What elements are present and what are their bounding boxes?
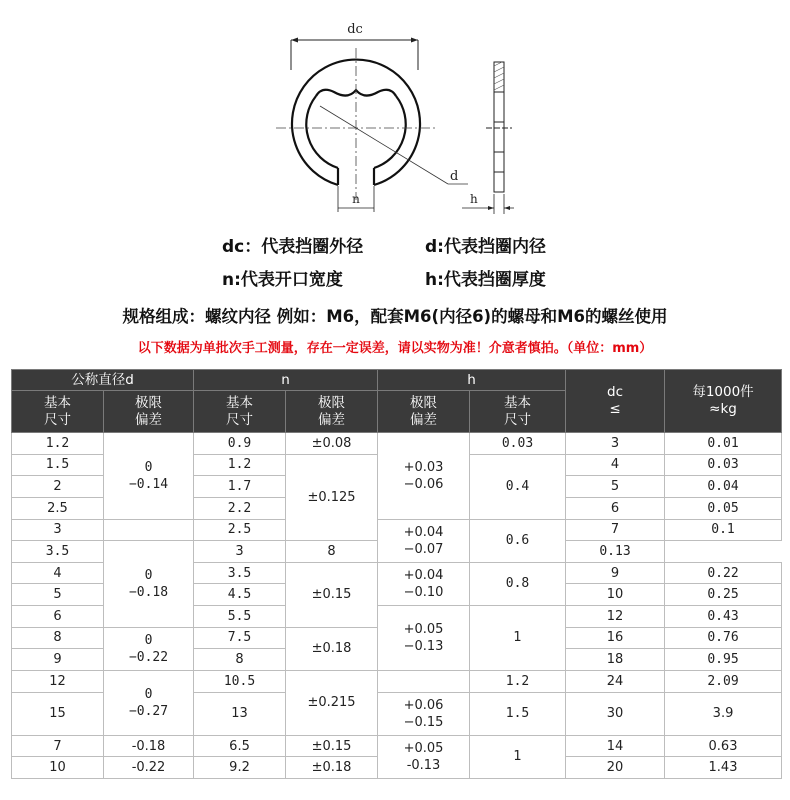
h-tol-cell: +0.06 −0.15 bbox=[378, 692, 470, 735]
header-h-tol: 极限 偏差 bbox=[378, 391, 470, 433]
dc-cell: 20 bbox=[566, 757, 665, 779]
dc-cell: 3 bbox=[566, 433, 665, 455]
weight-cell: 0.76 bbox=[665, 627, 782, 649]
dc-cell: 12 bbox=[566, 606, 665, 628]
measurement-note: 以下数据为单批次手工测量，存在一定误差，请以实物为准！介意者慎拍。（单位：mm） bbox=[137, 341, 653, 356]
d-tol-cell: -0.22 bbox=[104, 757, 194, 779]
header-weight: 每1000件 ≈kg bbox=[665, 370, 782, 433]
dc-cell: 18 bbox=[566, 649, 665, 671]
weight-cell: 0.95 bbox=[665, 649, 782, 671]
h-tol-cell: +0.04 −0.07 bbox=[378, 519, 470, 562]
d-cell: 3.5 bbox=[12, 541, 104, 563]
weight-cell: 0.01 bbox=[665, 433, 782, 455]
dc-dim-label: dc bbox=[347, 22, 363, 37]
h-tol-cell: +0.04 −0.10 bbox=[378, 562, 470, 605]
weight-cell: 0.13 bbox=[566, 541, 665, 563]
header-d-base: 基本 尺寸 bbox=[12, 391, 104, 433]
header-dc: dc ≤ bbox=[566, 370, 665, 433]
n-cell: 2.5 bbox=[194, 519, 286, 541]
legend-d: d:代表挡圈内径 bbox=[425, 237, 546, 257]
table-row bbox=[12, 670, 782, 692]
dc-cell: 7 bbox=[566, 519, 665, 541]
n-cell: 5.5 bbox=[194, 606, 286, 628]
weight-cell: 1.43 bbox=[665, 757, 782, 779]
d-cell: 2.5 bbox=[12, 497, 104, 519]
d-dim-label: d bbox=[450, 169, 459, 184]
d-cell: 6 bbox=[12, 606, 104, 628]
d-cell: 1.2 bbox=[12, 433, 104, 455]
n-cell: 0.9 bbox=[194, 433, 286, 455]
n-cell: 3.5 bbox=[194, 562, 286, 584]
d-cell: 10 bbox=[12, 757, 104, 779]
d-tol-cell: 0 −0.22 bbox=[104, 627, 194, 670]
n-cell: 1.7 bbox=[194, 476, 286, 498]
n-cell: 9.2 bbox=[194, 757, 286, 779]
n-cell: 1.2 bbox=[194, 454, 286, 476]
weight-cell: 0.05 bbox=[665, 497, 782, 519]
h-cell: 1 bbox=[470, 606, 566, 671]
dc-cell: 14 bbox=[566, 735, 665, 757]
dc-cell: 16 bbox=[566, 627, 665, 649]
weight-cell: 0.04 bbox=[665, 476, 782, 498]
d-cell: 9 bbox=[12, 649, 104, 671]
n-dim-label: n bbox=[352, 192, 360, 206]
h-tol-cell: +0.03 −0.06 bbox=[378, 433, 470, 520]
dc-cell: 9 bbox=[566, 562, 665, 584]
dc-cell: 10 bbox=[566, 584, 665, 606]
d-tol-cell-empty bbox=[104, 519, 194, 541]
n-cell: 6.5 bbox=[194, 735, 286, 757]
h-cell: 0.4 bbox=[470, 454, 566, 519]
weight-cell: 0.1 bbox=[665, 519, 782, 541]
d-cell: 5 bbox=[12, 584, 104, 606]
weight-cell: 0.25 bbox=[665, 584, 782, 606]
weight-cell: 0.43 bbox=[665, 606, 782, 628]
weight-cell: 2.09 bbox=[665, 670, 782, 692]
h-cell: 1.2 bbox=[470, 670, 566, 692]
d-cell: 15 bbox=[12, 692, 104, 735]
d-cell: 7 bbox=[12, 735, 104, 757]
d-tol-cell: 0 −0.27 bbox=[104, 670, 194, 735]
legend-n: n:代表开口宽度 bbox=[222, 270, 343, 290]
header-h-base: 基本 尺寸 bbox=[470, 391, 566, 433]
n-tol-cell: ±0.08 bbox=[286, 433, 378, 455]
d-tol-cell: 0 −0.18 bbox=[104, 541, 194, 628]
d-cell: 3 bbox=[12, 519, 104, 541]
header-d: 公称直径d bbox=[12, 370, 194, 391]
h-cell: 0.03 bbox=[470, 433, 566, 455]
d-cell: 8 bbox=[12, 627, 104, 649]
weight-cell: 0.03 bbox=[665, 454, 782, 476]
dc-cell: 24 bbox=[566, 670, 665, 692]
weight-cell: 0.63 bbox=[665, 735, 782, 757]
spec-table bbox=[11, 369, 782, 779]
dc-cell: 4 bbox=[566, 454, 665, 476]
dc-cell: 5 bbox=[566, 476, 665, 498]
h-cell: 0.6 bbox=[470, 519, 566, 562]
n-tol-cell: ±0.125 bbox=[286, 454, 378, 541]
h-cell: 1.5 bbox=[470, 692, 566, 735]
n-cell: 7.5 bbox=[194, 627, 286, 649]
n-tol-cell: ±0.18 bbox=[286, 757, 378, 779]
weight-cell: 0.22 bbox=[665, 562, 782, 584]
d-tol-cell: -0.18 bbox=[104, 735, 194, 757]
e-clip-diagram bbox=[0, 0, 790, 225]
h-tol-cell: +0.05 -0.13 bbox=[378, 735, 470, 778]
table-row bbox=[12, 519, 782, 541]
h-cell: 1 bbox=[470, 735, 566, 778]
n-tol-cell: ±0.15 bbox=[286, 735, 378, 757]
d-cell: 1.5 bbox=[12, 454, 104, 476]
n-cell: 10.5 bbox=[194, 670, 286, 692]
table-row bbox=[12, 433, 782, 455]
d-cell: 4 bbox=[12, 562, 104, 584]
n-cell: 3 bbox=[194, 541, 286, 563]
header-d-tol: 极限 偏差 bbox=[104, 391, 194, 433]
h-dim-label: h bbox=[470, 192, 478, 206]
header-n-tol: 极限 偏差 bbox=[286, 391, 378, 433]
header-h: h bbox=[378, 370, 566, 391]
header-n: n bbox=[194, 370, 378, 391]
dc-cell: 8 bbox=[286, 541, 378, 563]
d-cell: 2 bbox=[12, 476, 104, 498]
weight-cell: 3.9 bbox=[665, 692, 782, 735]
n-tol-cell: ±0.18 bbox=[286, 627, 378, 670]
n-cell: 4.5 bbox=[194, 584, 286, 606]
n-cell: 8 bbox=[194, 649, 286, 671]
dc-cell: 6 bbox=[566, 497, 665, 519]
d-tol-cell: 0 −0.14 bbox=[104, 433, 194, 520]
dc-cell: 30 bbox=[566, 692, 665, 735]
h-tol-cell: +0.05 −0.13 bbox=[378, 606, 470, 671]
h-cell: 0.8 bbox=[470, 562, 566, 605]
legend-h: h:代表挡圈厚度 bbox=[425, 270, 546, 290]
spec-composition-line: 规格组成：螺纹内径 例如：M6，配套M6(内径6)的螺母和M6的螺丝使用 bbox=[122, 307, 668, 326]
n-tol-cell: ±0.15 bbox=[286, 562, 378, 627]
legend-dc: dc：代表挡圈外径 bbox=[222, 237, 364, 257]
n-tol-cell: ±0.215 bbox=[286, 670, 378, 735]
n-cell: 13 bbox=[194, 692, 286, 735]
table-row bbox=[12, 735, 782, 757]
d-cell: 12 bbox=[12, 670, 104, 692]
n-cell: 2.2 bbox=[194, 497, 286, 519]
header-n-base: 基本 尺寸 bbox=[194, 391, 286, 433]
h-tol-cell-empty bbox=[378, 670, 470, 692]
